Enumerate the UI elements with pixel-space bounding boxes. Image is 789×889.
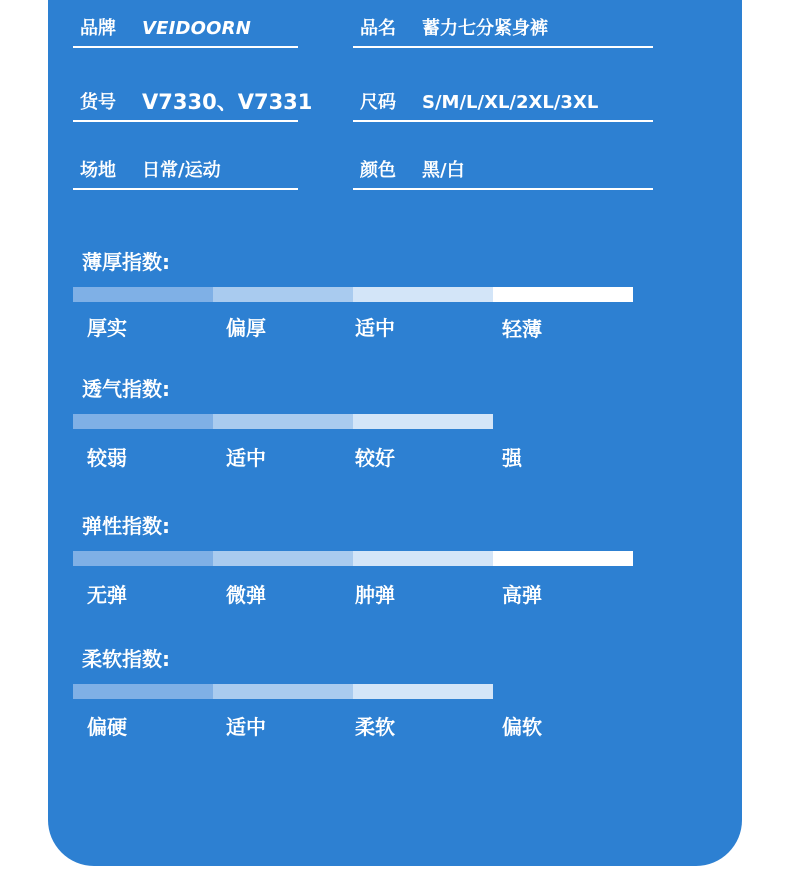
scale-bar-elasticity [73, 551, 633, 566]
scale-title-softness: 柔软指数: [82, 647, 170, 671]
field-sku-value: V7330、V7331 [142, 90, 313, 114]
field-color-label: 颜色 [360, 160, 396, 181]
scale-bar-breathability [73, 414, 633, 429]
scale-title-breathability: 透气指数: [82, 377, 170, 401]
scale-segment [213, 684, 353, 699]
scale-segment [493, 551, 633, 566]
field-color [353, 142, 653, 190]
scale-title-thickness: 薄厚指数: [82, 250, 170, 274]
field-name [353, 0, 653, 48]
scale-segment [73, 287, 213, 302]
field-color-value: 黑/白 [422, 160, 465, 181]
field-size-value: S/M/L/XL/2XL/3XL [422, 92, 599, 113]
scale-segment [493, 287, 633, 302]
field-name-label: 品名 [360, 18, 396, 39]
field-venue-value: 日常/运动 [142, 160, 221, 181]
scale-bar-softness [73, 684, 633, 699]
scale-segment [213, 551, 353, 566]
field-venue-label: 场地 [80, 160, 116, 181]
scale-segment [73, 551, 213, 566]
scale-segment [353, 414, 493, 429]
field-sku [73, 74, 313, 122]
scale-label: 无弹 [87, 583, 127, 607]
scale-segment [213, 287, 353, 302]
product-info-card [48, 0, 742, 866]
field-brand-label: 品牌 [80, 18, 116, 39]
scale-label: 强 [502, 446, 522, 470]
scale-label: 适中 [226, 446, 266, 470]
scale-label: 偏厚 [226, 316, 266, 340]
scale-label: 适中 [355, 316, 395, 340]
field-brand [73, 0, 298, 48]
scale-segment [353, 551, 493, 566]
scale-title-elasticity: 弹性指数: [82, 514, 170, 538]
field-sku-label: 货号 [80, 92, 116, 113]
scale-label: 厚实 [87, 316, 127, 340]
scale-label: 肿弹 [355, 583, 395, 607]
scale-label: 适中 [226, 715, 266, 739]
scale-label: 柔软 [355, 715, 395, 739]
field-brand-value: VEIDOORN [142, 18, 251, 39]
scale-segment [73, 684, 213, 699]
scale-label: 较弱 [87, 446, 127, 470]
scale-segment [353, 684, 493, 699]
field-size-label: 尺码 [360, 92, 396, 113]
scale-label: 微弹 [226, 583, 266, 607]
field-size [353, 74, 653, 122]
scale-label: 较好 [355, 446, 395, 470]
field-name-value: 蓄力七分紧身裤 [422, 18, 548, 39]
field-venue [73, 142, 298, 190]
scale-label: 偏软 [502, 715, 542, 739]
scale-segment [73, 414, 213, 429]
scale-segment [353, 287, 493, 302]
scale-label: 偏硬 [87, 715, 127, 739]
scale-label: 高弹 [502, 583, 542, 607]
scale-bar-thickness [73, 287, 633, 302]
scale-label: 轻薄 [502, 317, 542, 341]
scale-segment [213, 414, 353, 429]
